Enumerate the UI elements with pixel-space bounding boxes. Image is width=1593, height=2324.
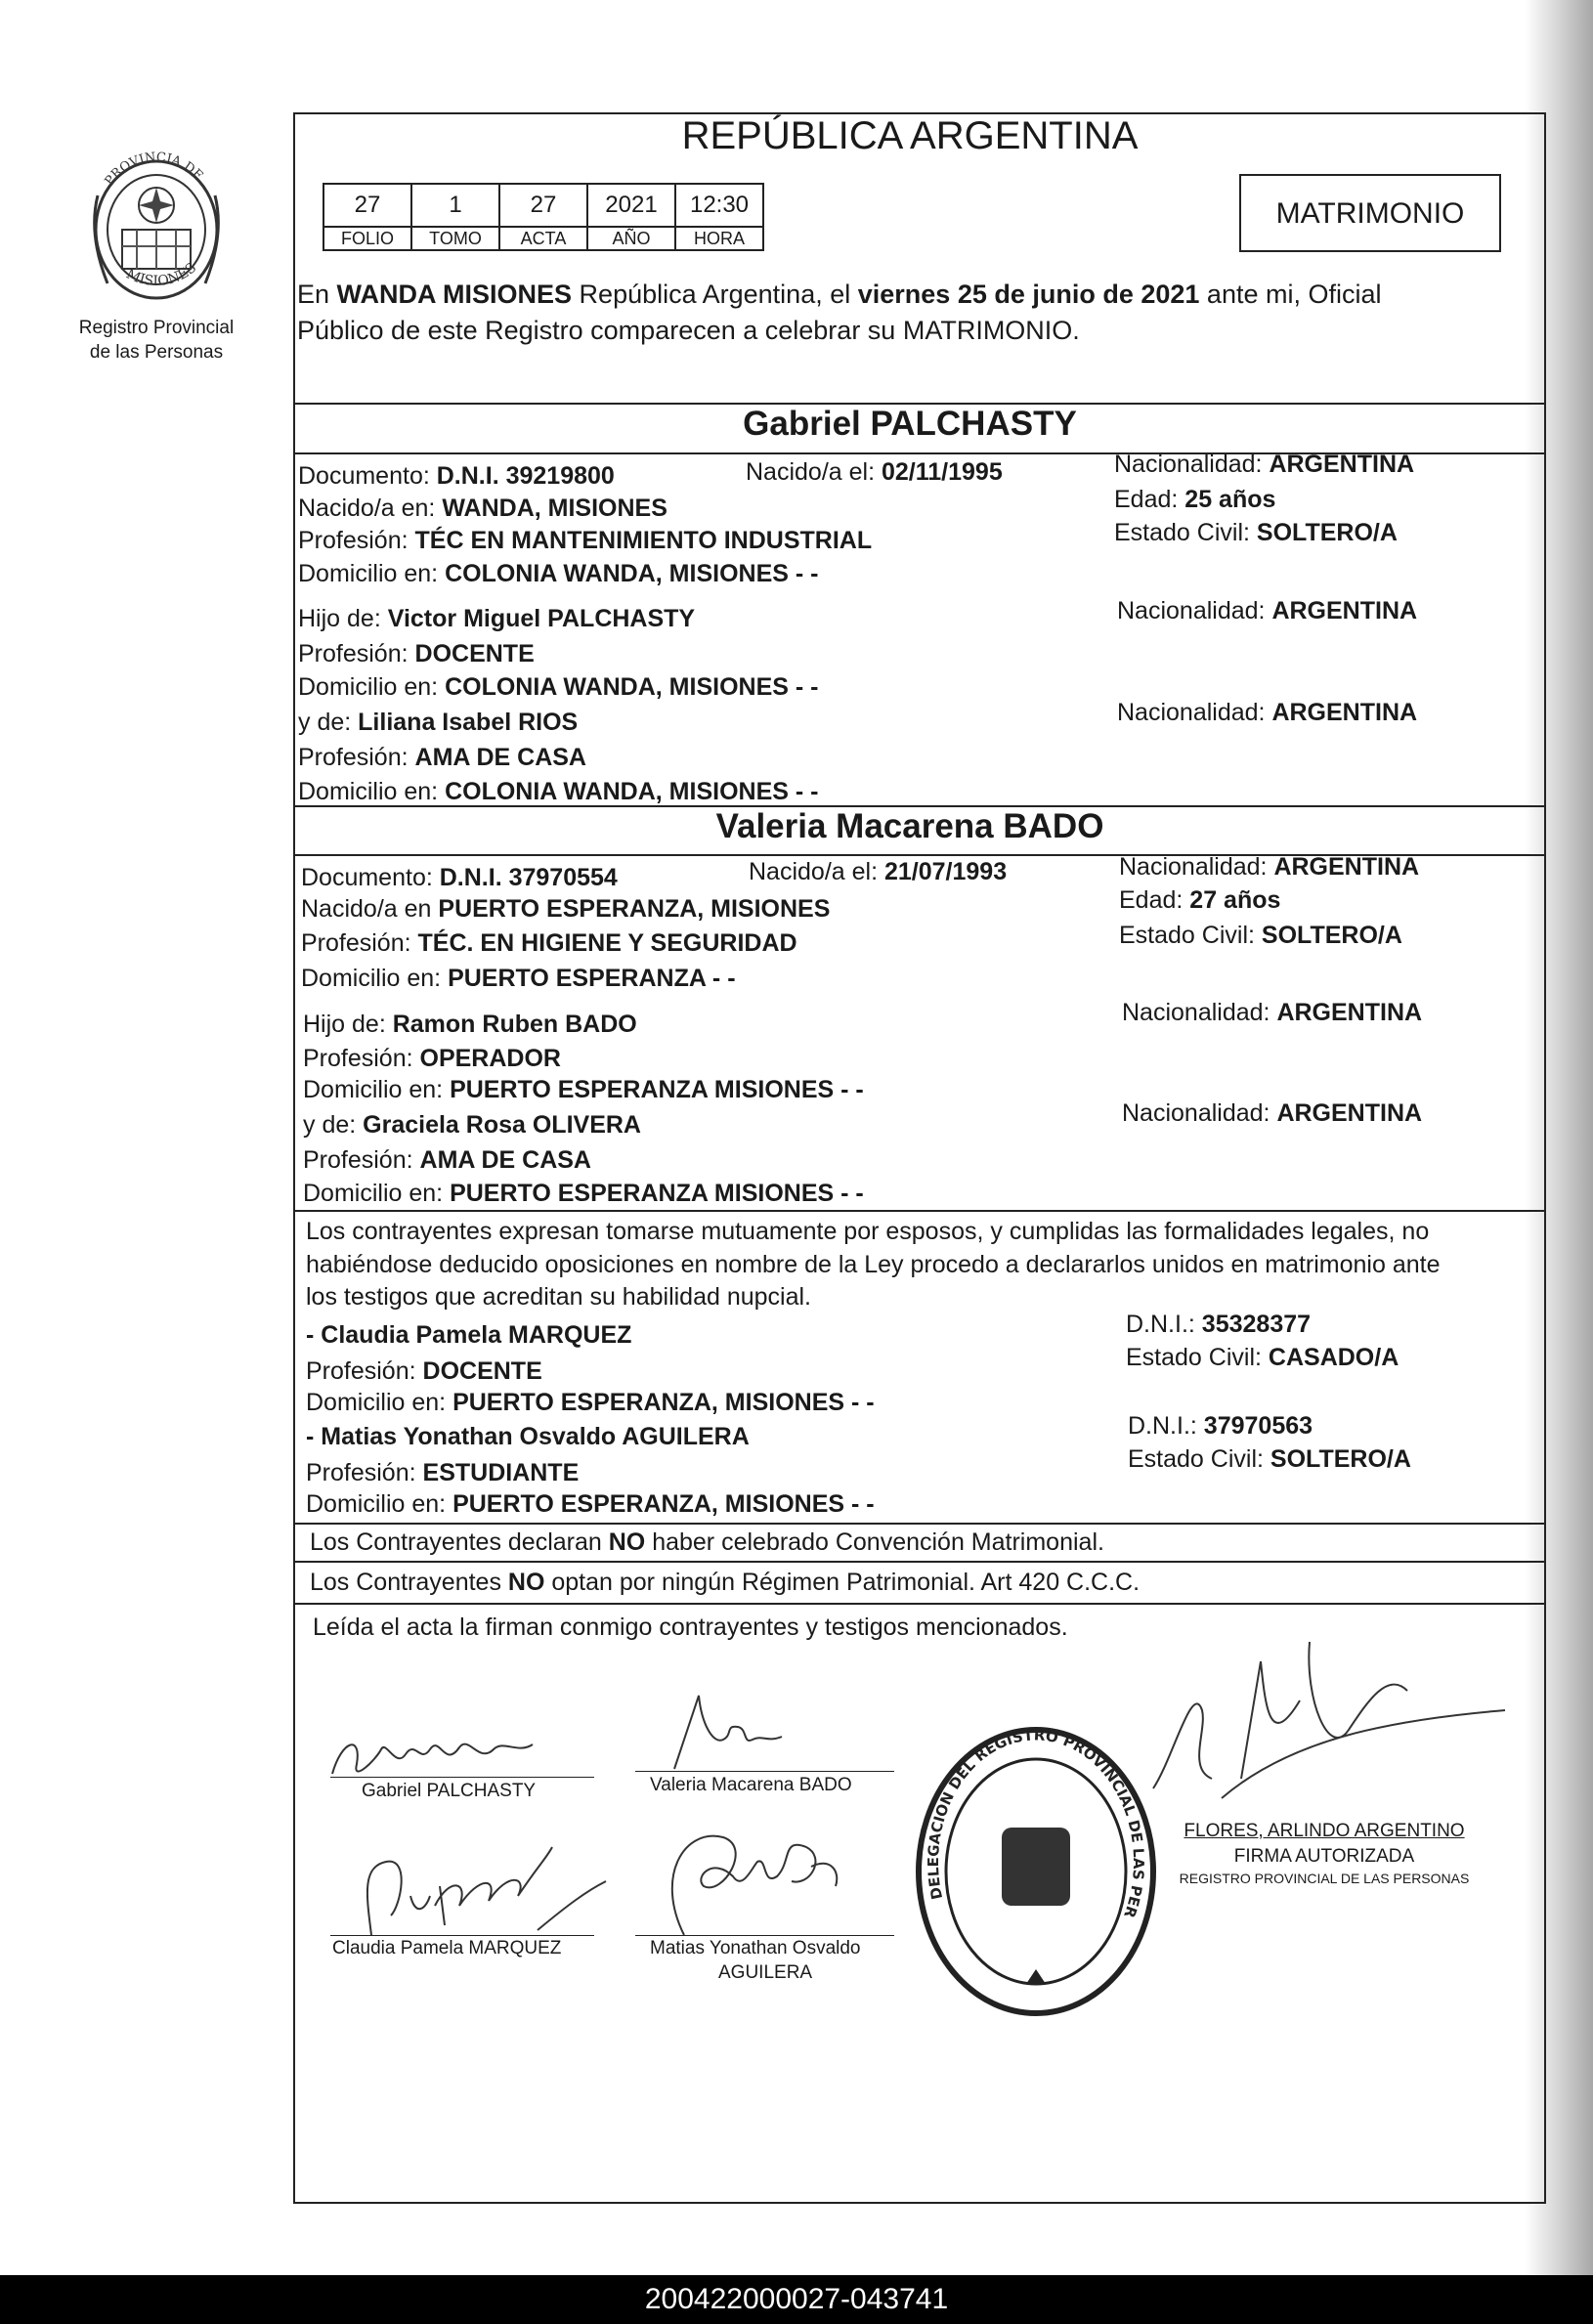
registry-label-ano: AÑO xyxy=(587,227,675,250)
province-logo xyxy=(68,137,244,313)
spouse1-father-nationality: Nacionalidad: ARGENTINA xyxy=(1117,597,1418,624)
registry-value-ano: 2021 xyxy=(587,184,675,227)
coat-of-arms-icon xyxy=(68,137,244,313)
registry-label-hora: HORA xyxy=(675,227,763,250)
declaration-line-3: los testigos que acreditan su habilidad nupcial. xyxy=(306,1283,812,1311)
intro-text-2: República Argentina, el xyxy=(572,280,858,309)
intro-text-1: En xyxy=(297,280,337,309)
spouse1-birthplace: Nacido/a en: WANDA, MISIONES xyxy=(298,495,667,522)
spouse2-birthplace: Nacido/a en PUERTO ESPERANZA, MISIONES xyxy=(301,895,831,923)
intro-place: WANDA MISIONES xyxy=(336,280,573,309)
spouse2-mother-profession: Profesión: AMA DE CASA xyxy=(303,1146,591,1174)
signature-label-valeria: Valeria Macarena BADO xyxy=(650,1775,852,1795)
page-title: REPÚBLICA ARGENTINA xyxy=(681,114,1139,157)
divider xyxy=(293,1210,1546,1212)
spouse2-father-nationality: Nacionalidad: ARGENTINA xyxy=(1122,999,1423,1026)
registry-label-folio: FOLIO xyxy=(323,227,411,250)
witness2-civil-status: Estado Civil: SOLTERO/A xyxy=(1128,1445,1411,1473)
convention-line-1: Los Contrayentes declaran NO haber celebrado Convención Matrimonial. xyxy=(310,1528,1104,1556)
spouse1-document: Documento: D.N.I. 39219800 xyxy=(298,462,615,490)
spouse1-mother: y de: Liliana Isabel RIOS xyxy=(298,709,579,736)
intro-text-3: ante mi, Oficial xyxy=(1199,280,1382,309)
spouse1-father: Hijo de: Victor Miguel PALCHASTY xyxy=(298,605,696,632)
signature-label-matias-1: Matias Yonathan Osvaldo xyxy=(650,1938,861,1958)
witness1-dni: D.N.I.: 35328377 xyxy=(1126,1311,1312,1338)
spouse1-age: Edad: 25 años xyxy=(1114,486,1276,513)
spouse2-civil-status: Estado Civil: SOLTERO/A xyxy=(1119,922,1402,949)
spouse2-father-profession: Profesión: OPERADOR xyxy=(303,1045,561,1072)
spouse2-mother-address: Domicilio en: PUERTO ESPERANZA MISIONES - - xyxy=(303,1180,864,1207)
witness1-profession: Profesión: DOCENTE xyxy=(306,1357,542,1385)
closing-text: Leída el acta la firman conmigo contrayentes y testigos mencionados. xyxy=(313,1614,1068,1641)
signature-matias xyxy=(645,1818,870,1945)
spouse1-civil-status: Estado Civil: SOLTERO/A xyxy=(1114,519,1398,546)
signature-label-claudia: Claudia Pamela MARQUEZ xyxy=(332,1938,562,1958)
declaration-line-2: habiéndose deducido oposiciones en nombre de la Ley procedo a declararlos unidos en matrimonio ante xyxy=(306,1251,1441,1278)
seal-text: DELEGACION DEL REGISTRO PROVINCIAL DE LAS PER xyxy=(924,1726,1148,1920)
witness1-address: Domicilio en: PUERTO ESPERANZA, MISIONES - - xyxy=(306,1389,875,1416)
spouse2-address: Domicilio en: PUERTO ESPERANZA - - xyxy=(301,965,736,992)
spouse2-name: Valeria Macarena BADO xyxy=(715,807,1104,845)
spouse2-profession: Profesión: TÉC. EN HIGIENE Y SEGURIDAD xyxy=(301,929,797,957)
logo-caption-2: de las Personas xyxy=(89,342,224,363)
registry-value-acta: 27 xyxy=(499,184,587,227)
spouse1-mother-address: Domicilio en: COLONIA WANDA, MISIONES - - xyxy=(298,778,819,805)
spouse2-mother: y de: Graciela Rosa OLIVERA xyxy=(303,1111,641,1139)
svg-text:MISIONES xyxy=(124,260,199,289)
signature-line xyxy=(635,1935,894,1936)
witness1-civil-status: Estado Civil: CASADO/A xyxy=(1126,1344,1399,1371)
spouse1-mother-nationality: Nacionalidad: ARGENTINA xyxy=(1117,699,1418,726)
logo-ring-bottom: MISIONES xyxy=(123,260,200,290)
registry-value-folio: 27 xyxy=(323,184,411,227)
divider xyxy=(293,1523,1546,1525)
witness2-dni: D.N.I.: 37970563 xyxy=(1128,1412,1313,1440)
spouse2-mother-nationality: Nacionalidad: ARGENTINA xyxy=(1122,1099,1423,1127)
registry-value-tomo: 1 xyxy=(411,184,499,227)
spouse2-age: Edad: 27 años xyxy=(1119,886,1281,914)
signature-label-gabriel: Gabriel PALCHASTY xyxy=(362,1781,537,1801)
signature-line xyxy=(330,1777,594,1778)
signature-official xyxy=(1095,1603,1525,1828)
spouse2-born-date: Nacido/a el: 21/07/1993 xyxy=(749,858,1008,885)
spouse2-father: Hijo de: Ramon Ruben BADO xyxy=(303,1011,637,1038)
spouse2-document: Documento: D.N.I. 37970554 xyxy=(301,864,618,891)
intro-line-2: Público de este Registro comparecen a celebrar su MATRIMONIO. xyxy=(297,316,1080,345)
signature-line xyxy=(330,1935,594,1936)
logo-ring-top: PROVINCIA DE xyxy=(102,150,206,189)
signature-gabriel xyxy=(323,1720,567,1788)
spouse1-address: Domicilio en: COLONIA WANDA, MISIONES - - xyxy=(298,560,819,587)
official-name: FLORES, ARLINDO ARGENTINO xyxy=(1184,1821,1465,1841)
document-code: 200422000027-043741 xyxy=(0,2275,1593,2324)
signature-line xyxy=(635,1771,894,1772)
intro-line-1 xyxy=(297,279,1381,310)
spouse2-nationality: Nacionalidad: ARGENTINA xyxy=(1119,853,1420,881)
spouse1-nationality: Nacionalidad: ARGENTINA xyxy=(1114,451,1415,478)
intro-date: viernes 25 de junio de 2021 xyxy=(857,280,1200,309)
signature-label-matias-2: AGUILERA xyxy=(718,1962,813,1983)
record-type-label: MATRIMONIO xyxy=(1275,197,1465,230)
witness1-name: - Claudia Pamela MARQUEZ xyxy=(306,1321,632,1349)
spouse1-name: Gabriel PALCHASTY xyxy=(743,405,1077,443)
spouse1-father-address: Domicilio en: COLONIA WANDA, MISIONES - - xyxy=(298,673,819,701)
registry-table xyxy=(323,183,764,251)
spouse1-father-profession: Profesión: DOCENTE xyxy=(298,640,535,667)
logo-caption-1: Registro Provincial xyxy=(78,318,235,338)
spouse1-born-date: Nacido/a el: 02/11/1995 xyxy=(746,458,1003,486)
registry-value-hora: 12:30 xyxy=(675,184,763,227)
spouse2-father-address: Domicilio en: PUERTO ESPERANZA MISIONES - - xyxy=(303,1076,864,1103)
declaration-line-1: Los contrayentes expresan tomarse mutuamente por esposos, y cumplidas las formalidades legales, no xyxy=(306,1218,1430,1245)
witness2-profession: Profesión: ESTUDIANTE xyxy=(306,1459,580,1486)
svg-text:PROVINCIA DE xyxy=(103,151,206,189)
official-title: FIRMA AUTORIZADA xyxy=(1233,1846,1415,1867)
divider xyxy=(293,1561,1546,1563)
signature-claudia xyxy=(342,1837,616,1945)
official-organization: REGISTRO PROVINCIAL DE LAS PERSONAS xyxy=(1179,1871,1470,1886)
record-type-box xyxy=(1239,174,1501,252)
convention-line-2: Los Contrayentes NO optan por ningún Régimen Patrimonial. Art 420 C.C.C. xyxy=(310,1569,1141,1596)
registry-label-acta: ACTA xyxy=(499,227,587,250)
registry-label-tomo: TOMO xyxy=(411,227,499,250)
spouse1-mother-profession: Profesión: AMA DE CASA xyxy=(298,744,586,771)
spouse1-profession: Profesión: TÉC EN MANTENIMIENTO INDUSTRIAL xyxy=(298,527,873,554)
witness2-name: - Matias Yonathan Osvaldo AGUILERA xyxy=(306,1423,750,1450)
signature-valeria xyxy=(655,1686,821,1779)
witness2-address: Domicilio en: PUERTO ESPERANZA, MISIONES - - xyxy=(306,1490,875,1518)
